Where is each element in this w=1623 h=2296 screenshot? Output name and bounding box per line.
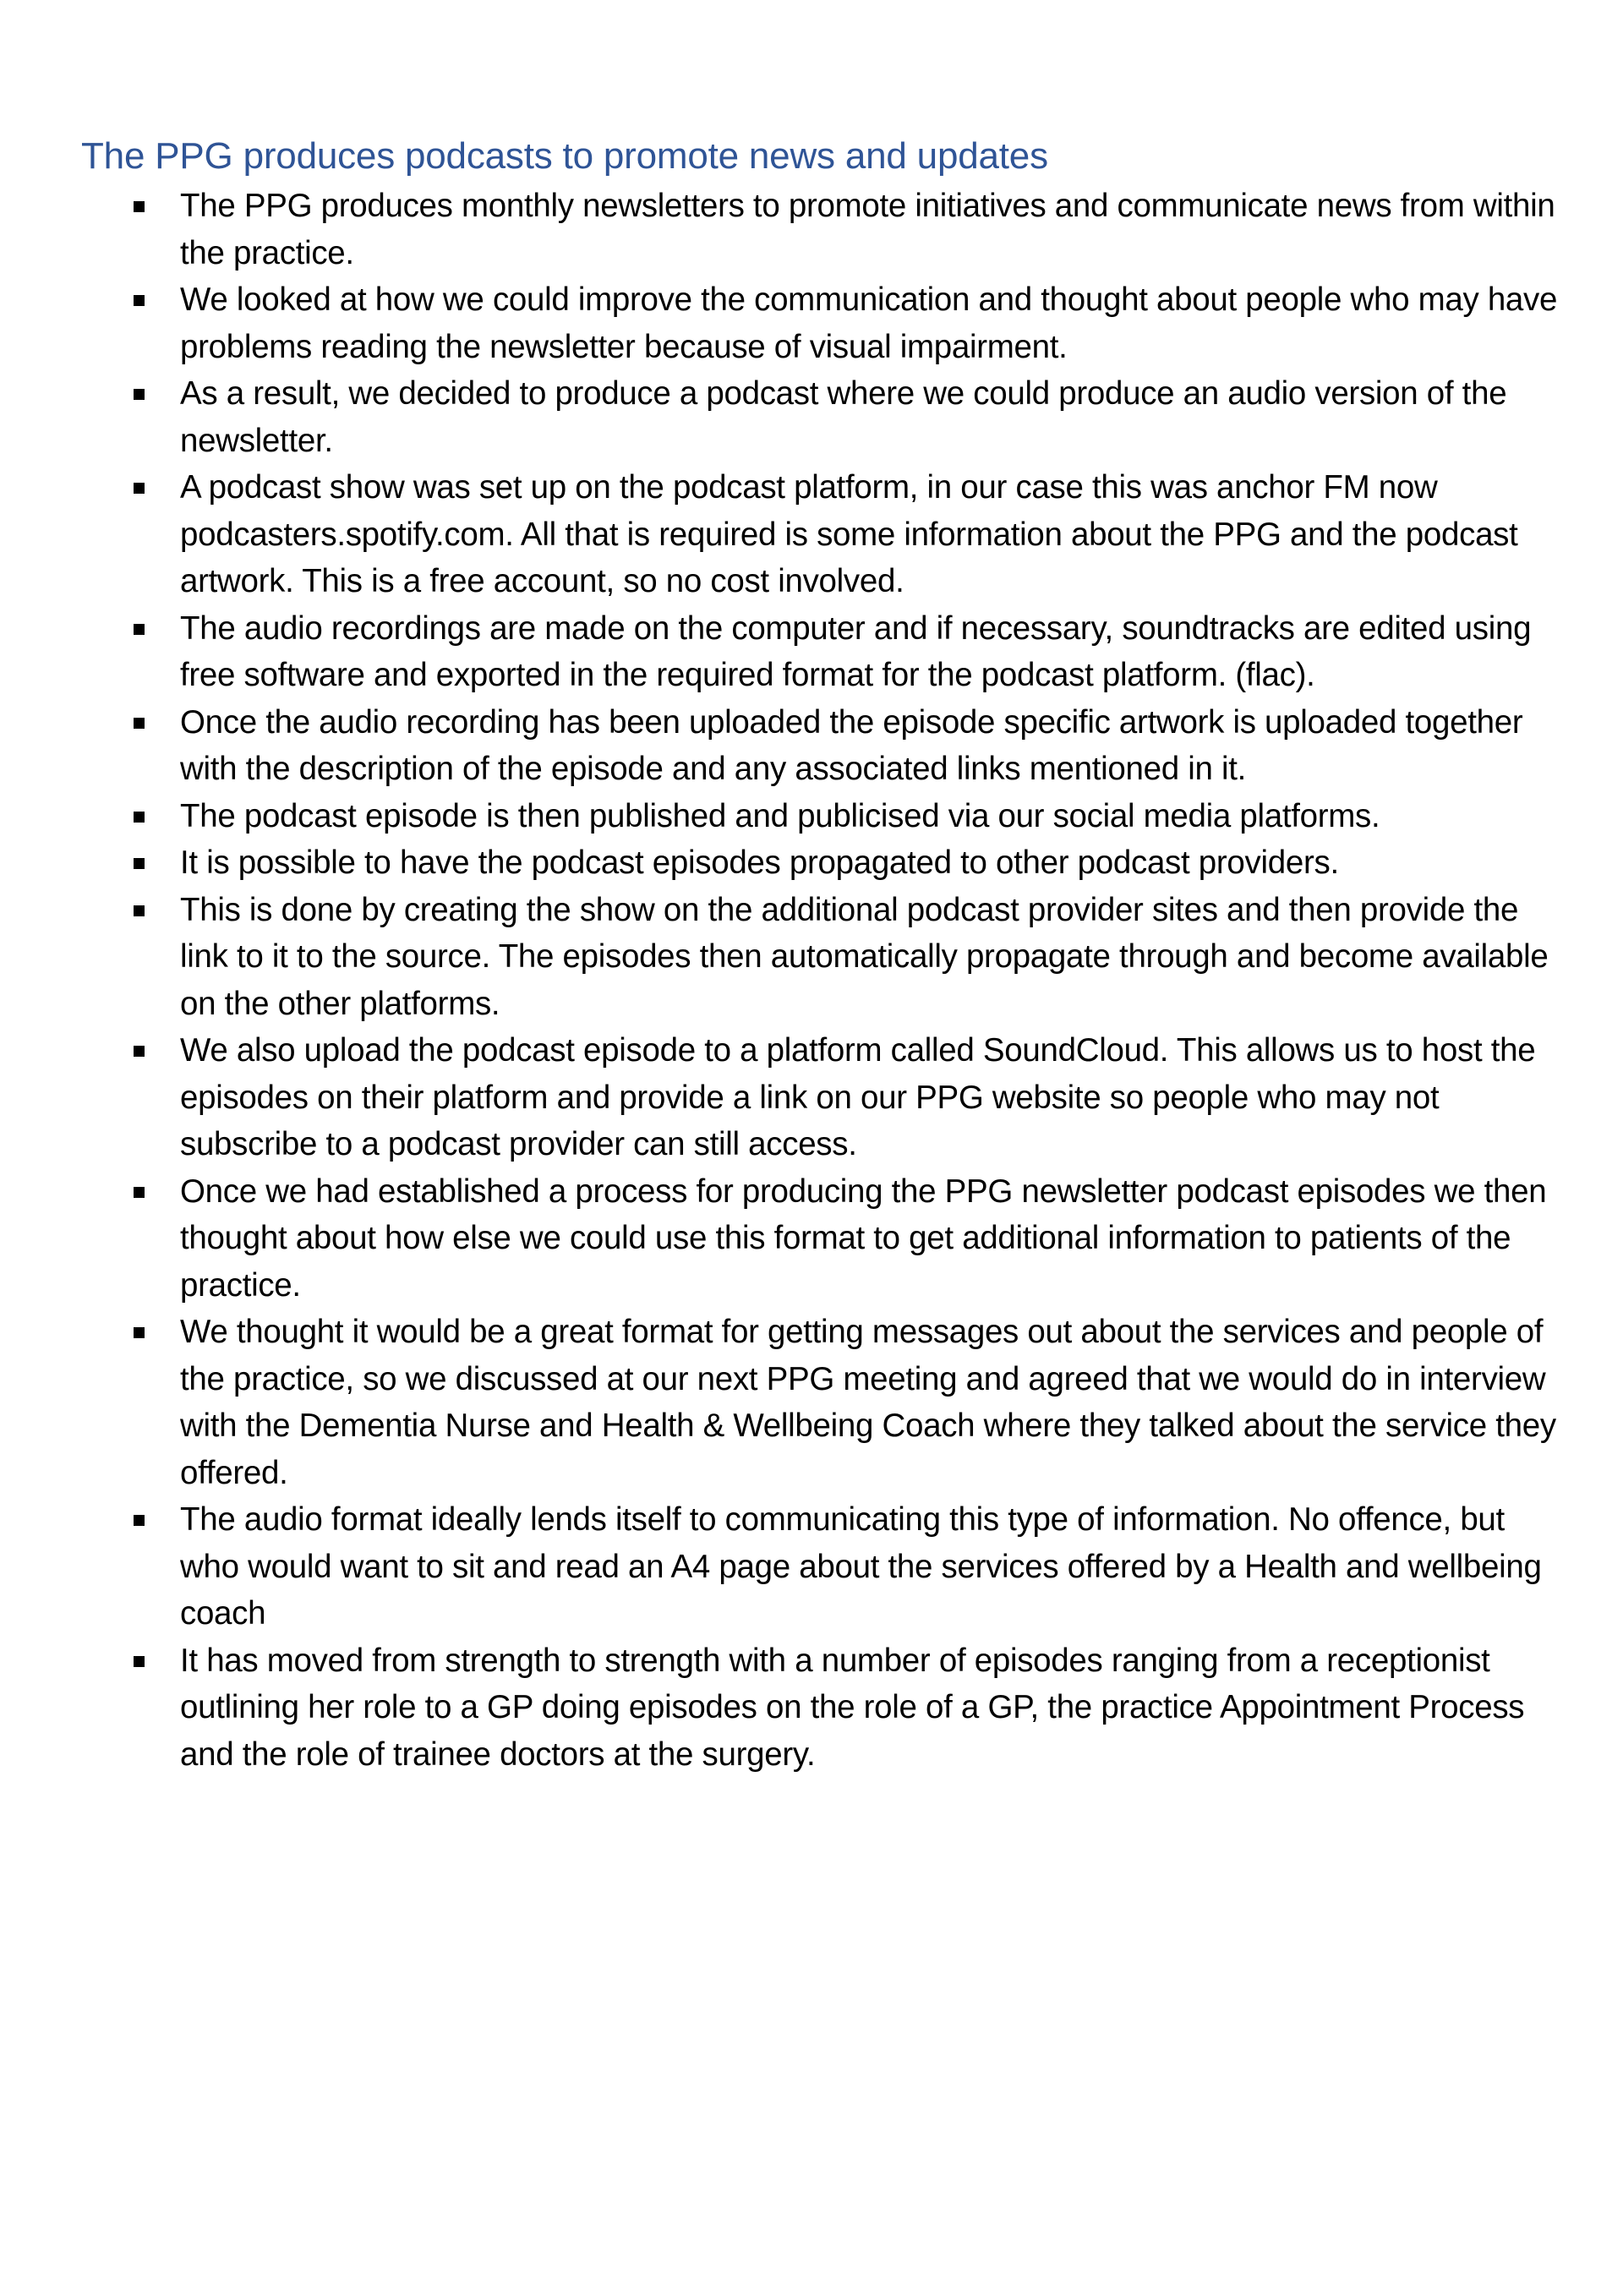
bullet-item <box>81 887 1572 1028</box>
bullet-item <box>81 276 1572 370</box>
square-bullet-icon <box>134 858 145 869</box>
bullet-text: The PPG produces monthly newsletters to promote initiatives and communicate news from within the practice. <box>180 188 1555 271</box>
section-heading: The PPG produces podcasts to promote news and updates <box>81 135 1048 177</box>
square-bullet-icon <box>134 1515 145 1526</box>
square-bullet-icon <box>134 1656 145 1667</box>
square-bullet-icon <box>134 1327 145 1338</box>
square-bullet-icon <box>134 812 145 823</box>
bullet-item <box>81 183 1572 276</box>
square-bullet-icon <box>134 624 145 635</box>
bullet-item <box>81 1637 1572 1779</box>
bullet-item <box>81 1496 1572 1637</box>
bullet-text: We thought it would be a great format for getting messages out about the services and people of the practice, so we discussed at our next PPG meeting and agreed that we would do in interview with the Dementia Nurse and Health & Wellbeing Coach where they talked about the service they offered. <box>180 1314 1556 1491</box>
bullet-text: The audio format ideally lends itself to communicating this type of information. No offence, but who would want to sit and read an A4 page about the services offered by a Health and wellbeing coach <box>180 1501 1542 1632</box>
bullet-text: It is possible to have the podcast episodes propagated to other podcast providers. <box>180 845 1339 881</box>
bullet-text: Once the audio recording has been uploaded the episode specific artwork is uploaded together with the description of the episode and any associated links mentioned in it. <box>180 703 1523 787</box>
bullet-item <box>81 1027 1572 1168</box>
bullet-text: The audio recordings are made on the computer and if necessary, soundtracks are edited using free software and exported in the required format for the podcast platform. (flac). <box>180 610 1532 693</box>
square-bullet-icon <box>134 905 145 916</box>
bullet-item <box>81 793 1572 840</box>
bullet-item <box>81 839 1572 887</box>
bullet-text: The podcast episode is then published and publicised via our social media platforms. <box>180 797 1380 834</box>
bullet-text: A podcast show was set up on the podcast platform, in our case this was anchor FM now podcasters.spotify.com. All that is required is some information about the PPG and the podcast artwork. This is a free account, so no cost involved. <box>180 469 1518 599</box>
bullet-text: This is done by creating the show on the additional podcast provider sites and then provide the link to it to the source. The episodes then automatically propagate through and become available on the other platforms. <box>180 891 1549 1022</box>
square-bullet-icon <box>134 718 145 729</box>
bullet-item <box>81 699 1572 793</box>
square-bullet-icon <box>134 483 145 494</box>
bullet-text: We looked at how we could improve the communication and thought about people who may have problems reading the newsletter because of visual impairment. <box>180 282 1558 365</box>
square-bullet-icon <box>134 1046 145 1057</box>
bullet-item <box>81 1168 1572 1309</box>
bullet-text: It has moved from strength to strength with a number of episodes ranging from a receptionist outlining her role to a GP doing episodes on the role of a GP, the practice Appointment Process and the role of trainee doctors at the surgery. <box>180 1642 1525 1773</box>
square-bullet-icon <box>134 1187 145 1198</box>
bullet-item <box>81 1309 1572 1496</box>
bullet-item <box>81 605 1572 699</box>
square-bullet-icon <box>134 295 145 306</box>
bullet-text: As a result, we decided to produce a podcast where we could produce an audio version of the newsletter. <box>180 375 1507 459</box>
bullet-item <box>81 464 1572 605</box>
bullet-text: We also upload the podcast episode to a platform called SoundCloud. This allows us to host the episodes on their platform and provide a link on our PPG website so people who may not subscribe to a podcast provider can still access. <box>180 1032 1536 1162</box>
bullet-item <box>81 370 1572 464</box>
square-bullet-icon <box>134 201 145 212</box>
square-bullet-icon <box>134 389 145 400</box>
bullet-list <box>81 183 1572 1778</box>
bullet-text: Once we had established a process for producing the PPG newsletter podcast episodes we then thought about how else we could use this format to get additional information to patients of the practice. <box>180 1173 1547 1304</box>
